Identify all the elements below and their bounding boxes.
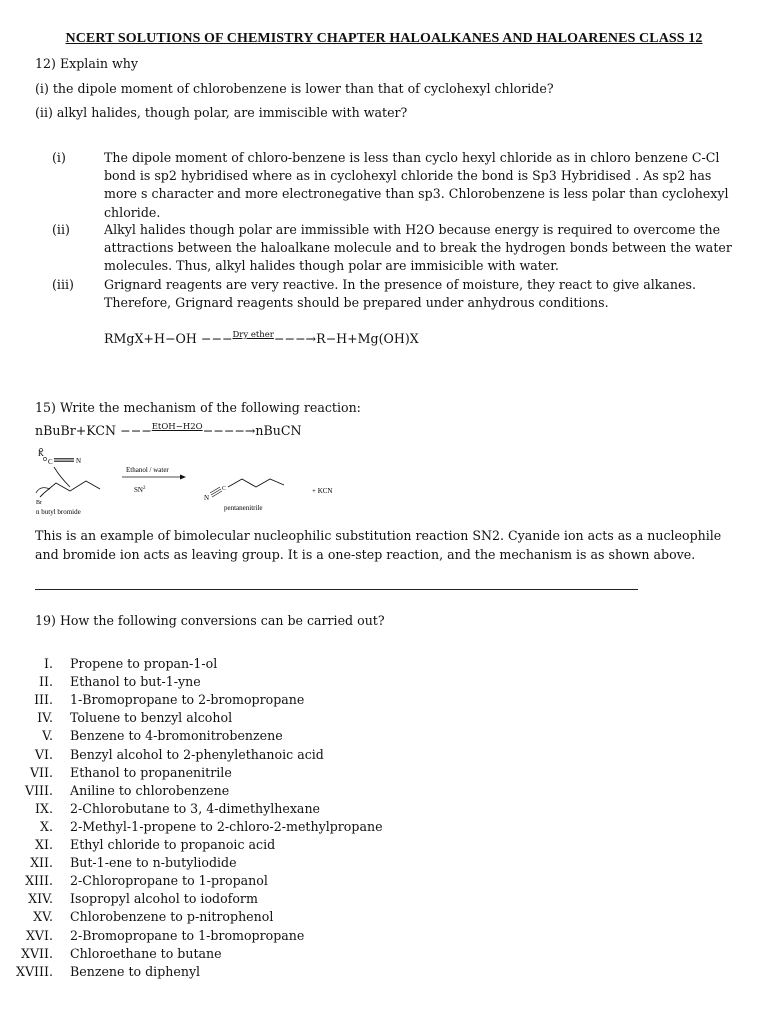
answer-number: (i) — [52, 150, 66, 165]
product-triple-bond — [212, 491, 222, 497]
reagent-label: Ethanol / water — [126, 466, 169, 474]
answer-ii — [0, 221, 768, 276]
q12-heading: 12) Explain why — [35, 56, 138, 71]
curved-arrow-icon — [54, 467, 70, 487]
product-triple-bond — [211, 489, 221, 495]
reaction-condition: EtOH−H2O — [151, 422, 203, 432]
grignard-equation — [104, 331, 419, 346]
arrow-head-icon — [180, 475, 186, 480]
reaction-left: nBuBr+KCN −−− — [35, 423, 152, 438]
c-br-bond — [40, 493, 44, 497]
equation-condition: Dry ether — [232, 330, 274, 340]
answer-text: Grignard reagents are very reactive. In the presence of moisture, they react to give alkanes. Therefore, Grignard reagents should be prepared under anhydrous conditions. — [104, 277, 696, 311]
section-divider — [35, 589, 638, 590]
product-nitrogen-label: N — [204, 494, 210, 502]
sn2-mechanism-scheme — [30, 447, 350, 519]
q15-heading: 15) Write the mechanism of the following reaction: — [35, 400, 361, 415]
q12-part-ii: (ii) alkyl halides, though polar, are immiscible with water? — [35, 105, 408, 120]
potassium-atom-label: K — [38, 449, 44, 458]
answer-iii — [0, 276, 768, 316]
answer-i — [0, 149, 768, 221]
q19-heading: 19) How the following conversions can be carried out? — [35, 613, 385, 628]
butyl-chain — [44, 481, 100, 493]
byproduct-label: + KCN — [312, 487, 333, 495]
product-carbon-label: C — [222, 486, 227, 492]
reaction-right: −−−−→nBuCN — [202, 423, 302, 438]
answer-number: (iii) — [52, 277, 74, 292]
equation-right: −−−→R−H+Mg(OH)X — [273, 331, 419, 346]
q15-reaction — [35, 423, 302, 438]
product-name: pentanenitrile — [224, 504, 263, 512]
document-page: NCERT SOLUTIONS OF CHEMISTRY CHAPTER HALOALKANES AND HALOARENES CLASS 12 12) Explain why (i) the dipole moment of chlorobenzene is lower than that of cyclohexyl chloride? (ii) alkyl halides, though polar, are immiscible with water? (i) The dipole moment of chloro-benzene is less than cyclo hexyl chloride as in chloro benzene C-Cl bond is sp2 hybridised where as in cyclohexyl chloride the bond is Sp3 Hybridised . As sp2 has more s character and more electronegative than sp3. Chlorobenzene is less polar than cyclohexyl chloride. (ii) Alkyl halides though polar are immissible with H2O because energy is required to overcome the attractions between the haloalkane molecule and to break the hydrogen bonds between the water molecules. Thus, alkyl halides though polar are immisicible with water. (iii) Grignard reagents are very reactive. In the presence of moisture, they react to give alkanes. Therefore, Grignard reagents should be prepared under anhydrous conditions. RMgX+H−OH −−−$^{Dry ether}$−−−→R−H+Mg(OH)X 15) Write the mechanism of the following reaction: nBuBr+KCN −−−$^{EtOH-H2O}$−−−−→nBuCN K C N Br n butyl bromide Ethanol / water $SN^2$ N C pentanenitrile + KCN This is an example of bimolecular nucleophilic substitution reaction SN2. Cyanide ion acts as a nucleophile and bromide ion acts as leaving group. It is a one-step reaction, and the mechanism is as shown above. 19) How the following conversions can be carried out? I. Propene to propan-1-ol II. Ethanol to but-1-yne III. 1-Bromopropane to 2-bromopropane IV. Toluene to benzyl alcohol V. Benzene to 4-bromonitrobenzene VI. Benzyl alcohol to 2-phenylethanoic acid VII. Ethanol to propanenitrile VIII. Aniline to chlorobenzene IX. 2-Chlorobutane to 3, 4-dimethylhexane X. 2-Methyl-1-propene to 2-chloro-2-methylpropane XI. Ethyl chloride to propanoic acid XII. But-1-ene to n-butyliodide XIII. 2-Chloropropane to 1-propanol XIV. Isopropyl alcohol to iodoform XV. Chlorobenzene to p-nitrophenol XVI. 2-Bromopropane to 1-bromopropane XVII. Chloroethane to butane XVIII. Benzene to diphenyl — [0, 0, 768, 1024]
q12-part-i: (i) the dipole moment of chlorobenzene is lower than that of cyclohexyl chloride? — [35, 81, 554, 96]
product-chain — [228, 479, 284, 487]
q15-explanation: This is an example of bimolecular nucleophilic substitution reaction SN2. Cyanide ion acts as a nucleophile and bromide ion acts as leaving group. It is a one-step reaction, and the mechanism is as shown above. — [35, 528, 722, 562]
carbon-atom-label: C — [48, 458, 53, 466]
equation-left: RMgX+H−OH −−− — [104, 331, 233, 346]
nitrogen-atom-label: N — [76, 457, 82, 465]
mechanism-label: $SN^2$ — [134, 486, 146, 494]
negative-charge-icon — [43, 457, 46, 460]
bromine-atom-label: Br — [36, 500, 42, 506]
page-title: NCERT SOLUTIONS OF CHEMISTRY CHAPTER HALOALKANES AND HALOARENES CLASS 12 — [65, 31, 703, 46]
answer-number: (ii) — [52, 222, 70, 237]
product-triple-bond — [210, 487, 220, 493]
answer-text: The dipole moment of chloro-benzene is less than cyclo hexyl chloride as in chloro benzene C-Cl bond is sp2 hybridised where as in cyclohexyl chloride the bond is Sp3 Hybridised . As sp2 has more s character and more electronegative than sp3. Chlorobenzene is less polar than cyclohexyl chloride. — [104, 150, 729, 220]
answer-text: Alkyl halides though polar are immissible with H2O because energy is required to overcome the attractions between the haloalkane molecule and to break the hydrogen bonds between the water molecules. Thus, alkyl halides though polar are immisicible with water. — [104, 222, 732, 274]
reactant-name: n butyl bromide — [36, 508, 81, 516]
